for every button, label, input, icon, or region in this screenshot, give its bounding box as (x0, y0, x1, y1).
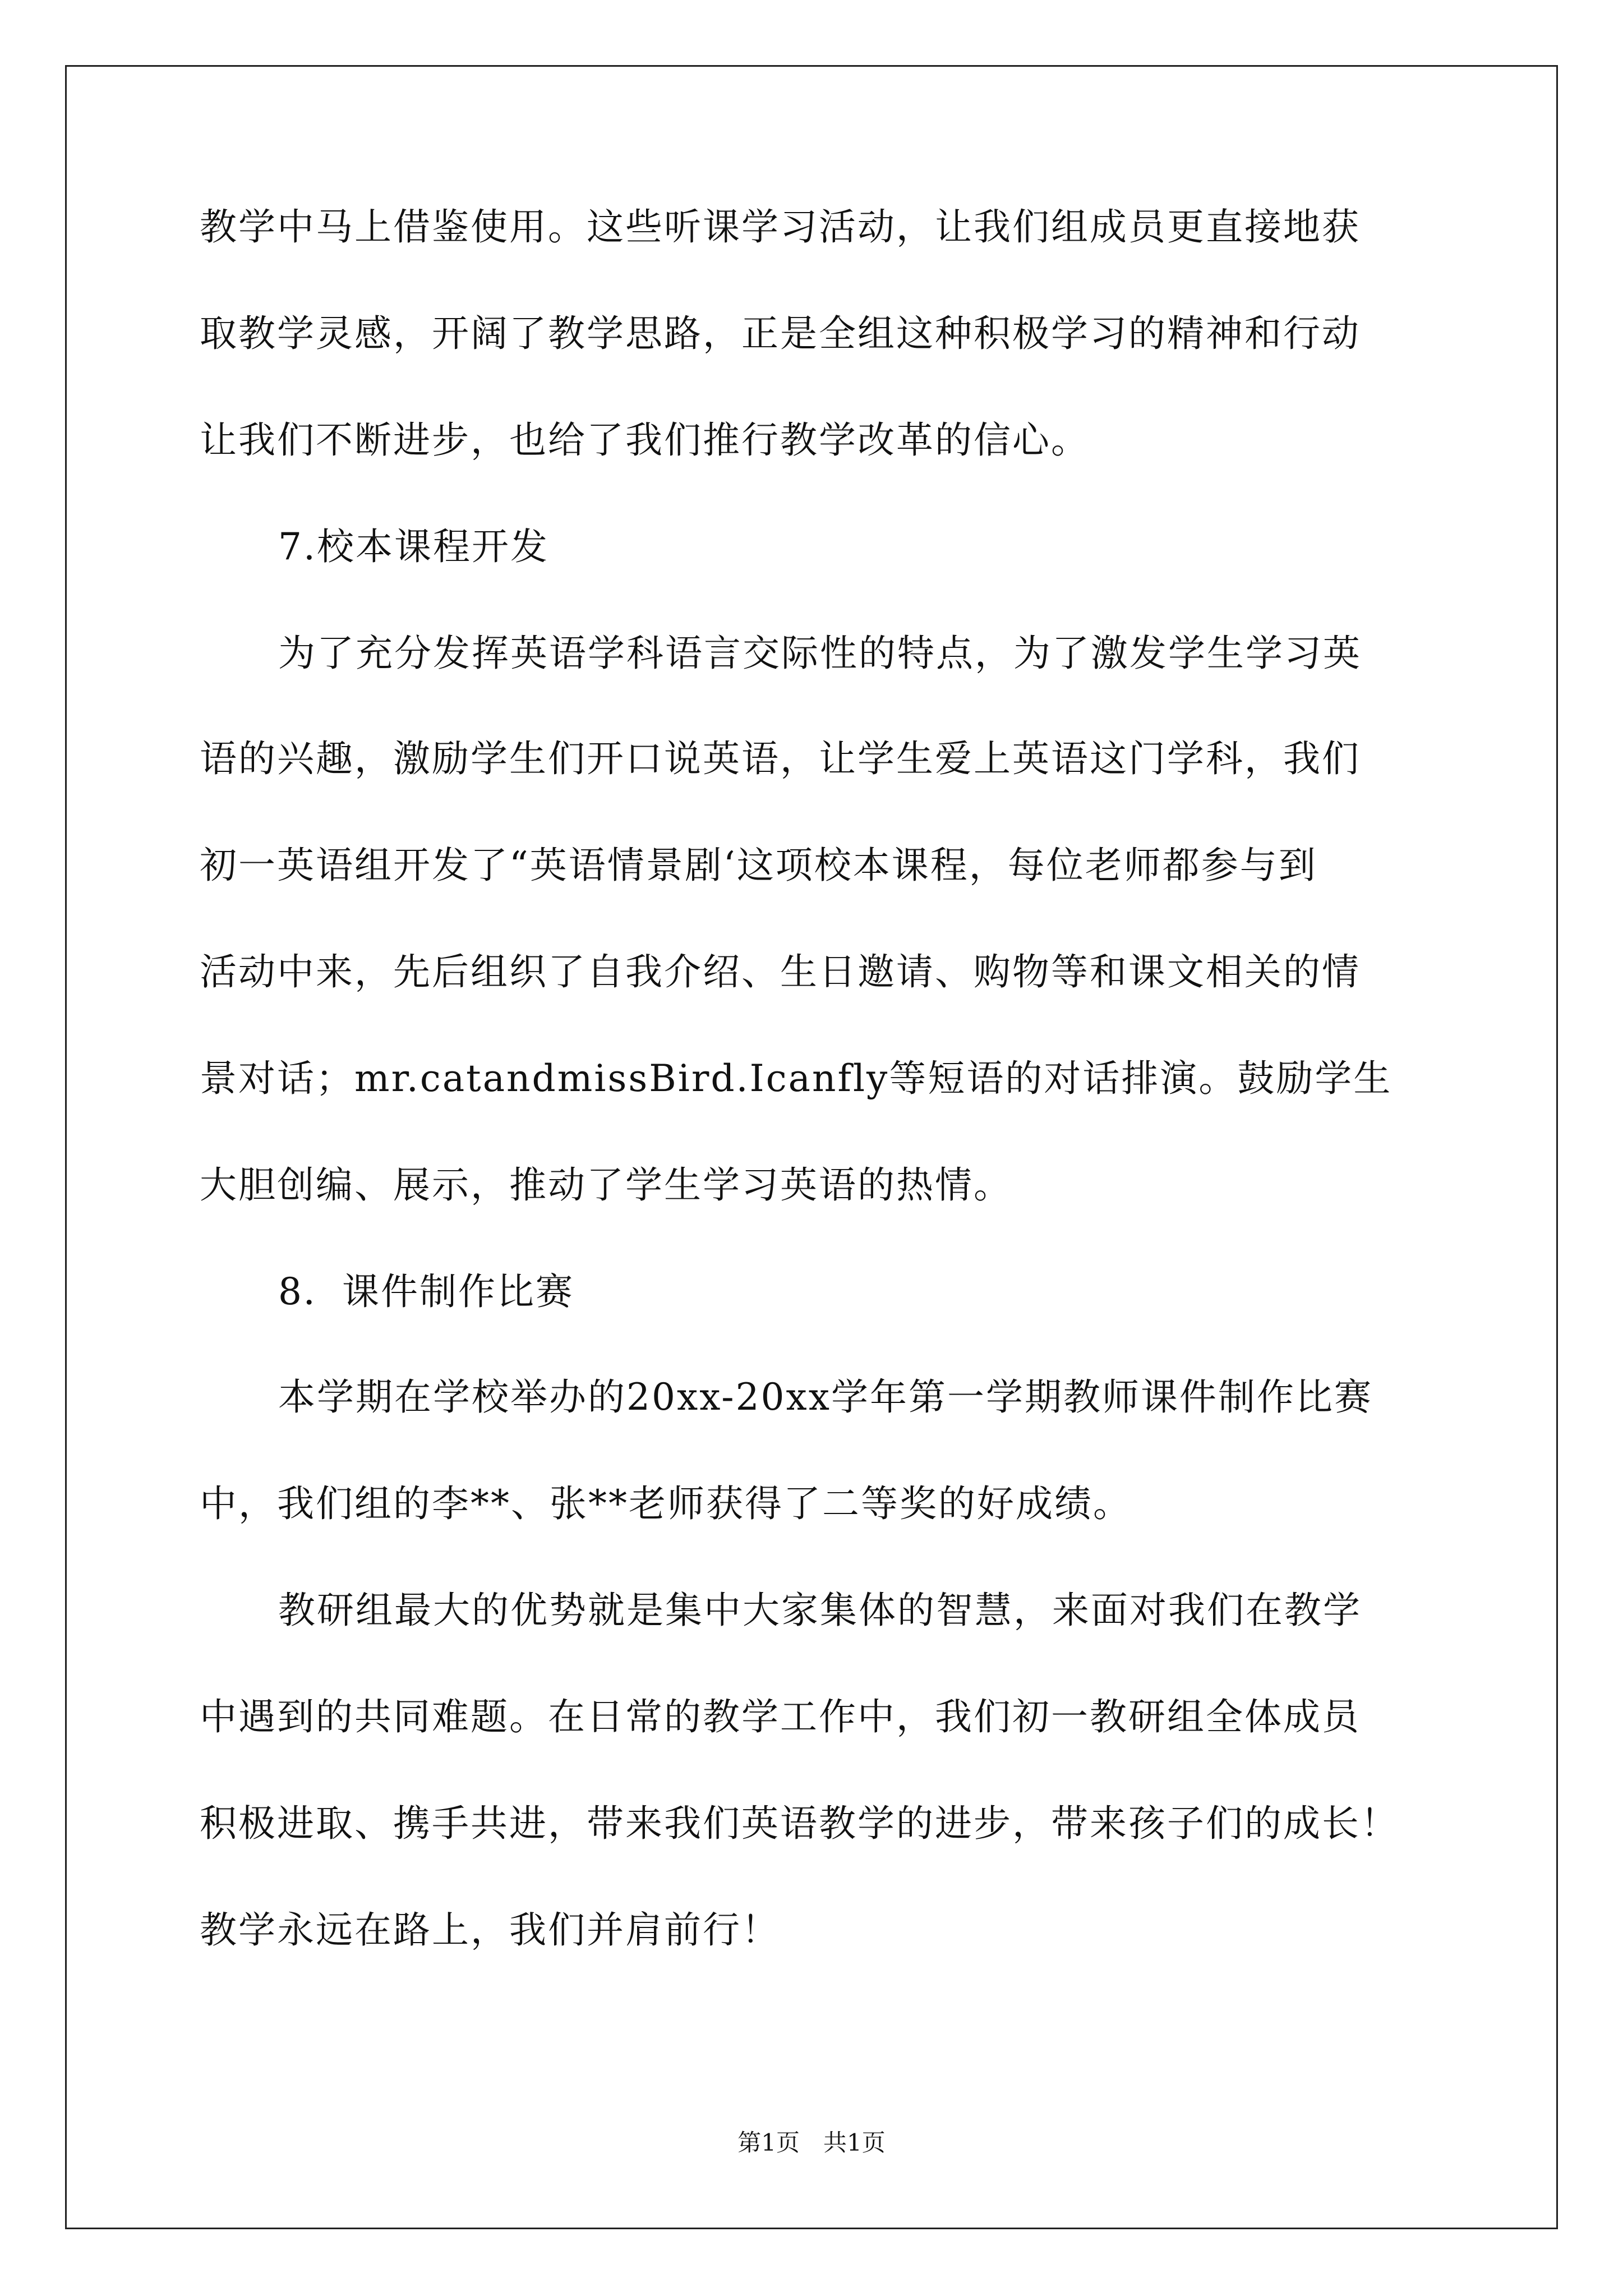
page-number-footer: 第1页 共1页 (737, 2129, 886, 2156)
paragraph-line: 大胆创编、展示，推动了学生学习英语的热情。 (200, 1163, 1012, 1207)
paragraph-line: 初一英语组开发了“英语情景剧‘这项校本课程，每位老师都参与到 (200, 844, 1317, 887)
paragraph-line: 让我们不断进步，也给了我们推行教学改革的信心。 (200, 418, 1090, 462)
paragraph-line: 本学期在学校举办的20xx-20xx学年第一学期教师课件制作比赛 (278, 1375, 1373, 1419)
section-heading: 8．课件制作比赛 (278, 1270, 574, 1313)
paragraph-line: 积极进取、携手共进，带来我们英语教学的进步，带来孩子们的成长！ (200, 1802, 1399, 1845)
paragraph-line: 取教学灵感，开阔了教学思路，正是全组这种积极学习的精神和行动 (200, 312, 1361, 355)
paragraph-line: 语的兴趣，激励学生们开口说英语，让学生爱上英语这门学科，我们 (200, 737, 1361, 780)
paragraph-line: 活动中来，先后组织了自我介绍、生日邀请、购物等和课文相关的情 (200, 950, 1361, 993)
paragraph-line: 教学中马上借鉴使用。这些听课学习活动，让我们组成员更直接地获 (200, 205, 1361, 249)
paragraph-line: 教学永远在路上，我们并肩前行！ (200, 1908, 780, 1952)
paragraph-line: 教研组最大的优势就是集中大家集体的智慧，来面对我们在教学 (278, 1589, 1362, 1632)
section-heading: 7.校本课程开发 (278, 525, 549, 568)
paragraph-line: 为了充分发挥英语学科语言交际性的特点，为了激发学生学习英 (278, 632, 1362, 675)
paragraph-line: 中，我们组的李**、张**老师获得了二等奖的好成绩。 (200, 1482, 1132, 1525)
paragraph-line: 中遇到的共同难题。在日常的教学工作中，我们初一教研组全体成员 (200, 1695, 1361, 1738)
paragraph-line: 景对话；mr.catandmissBird.Icanfly等短语的对话排演。鼓励学生 (200, 1057, 1393, 1100)
